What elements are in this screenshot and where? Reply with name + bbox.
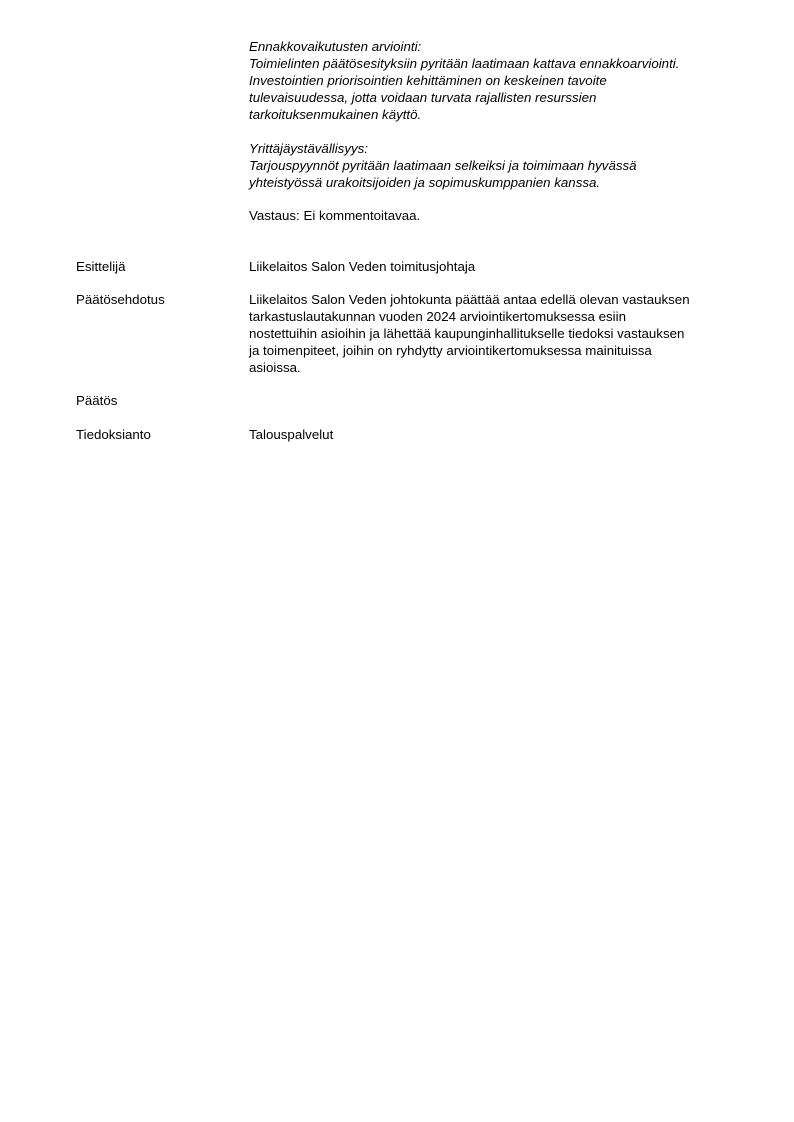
entrepreneur-section bbox=[249, 140, 749, 191]
proposal-line: asioissa. bbox=[249, 360, 301, 375]
proposal-value bbox=[249, 291, 749, 376]
assessment-line: Investointien priorisointien kehittäminen on keskeinen tavoite bbox=[249, 73, 607, 88]
proposal-label: Päätösehdotus bbox=[76, 292, 165, 307]
notification-label: Tiedoksianto bbox=[76, 427, 151, 442]
assessment-line: tulevaisuudessa, jotta voidaan turvata rajallisten resurssien bbox=[249, 90, 597, 105]
notification-value: Talouspalvelut bbox=[249, 427, 334, 442]
proposal-line: tarkastuslautakunnan vuoden 2024 arviointikertomuksessa esiin bbox=[249, 309, 626, 324]
decision-label: Päätös bbox=[76, 393, 118, 408]
proposal-line: Liikelaitos Salon Veden johtokunta päättää antaa edellä olevan vastauksen bbox=[249, 292, 690, 307]
assessment-line: Toimielinten päätösesityksiin pyritään laatimaan kattava ennakkoarviointi. bbox=[249, 56, 680, 71]
entrepreneur-heading: Yrittäjäystävällisyys: bbox=[249, 141, 368, 156]
assessment-heading: Ennakkovaikutusten arviointi: bbox=[249, 39, 422, 54]
answer-text: Vastaus: Ei kommentoitavaa. bbox=[249, 208, 421, 223]
presenter-label: Esittelijä bbox=[76, 259, 126, 274]
presenter-value: Liikelaitos Salon Veden toimitusjohtaja bbox=[249, 259, 476, 274]
proposal-line: nostettuihin asioihin ja lähettää kaupunginhallitukselle tiedoksi vastauksen bbox=[249, 326, 685, 341]
assessment-section bbox=[249, 38, 749, 123]
assessment-line: tarkoituksenmukainen käyttö. bbox=[249, 107, 422, 122]
entrepreneur-line: yhteistyössä urakoitsijoiden ja sopimuskumppanien kanssa. bbox=[249, 175, 601, 190]
proposal-line: ja toimenpiteet, joihin on ryhdytty arviointikertomuksessa mainituissa bbox=[249, 343, 652, 358]
entrepreneur-line: Tarjouspyynnöt pyritään laatimaan selkeiksi ja toimimaan hyvässä bbox=[249, 158, 637, 173]
